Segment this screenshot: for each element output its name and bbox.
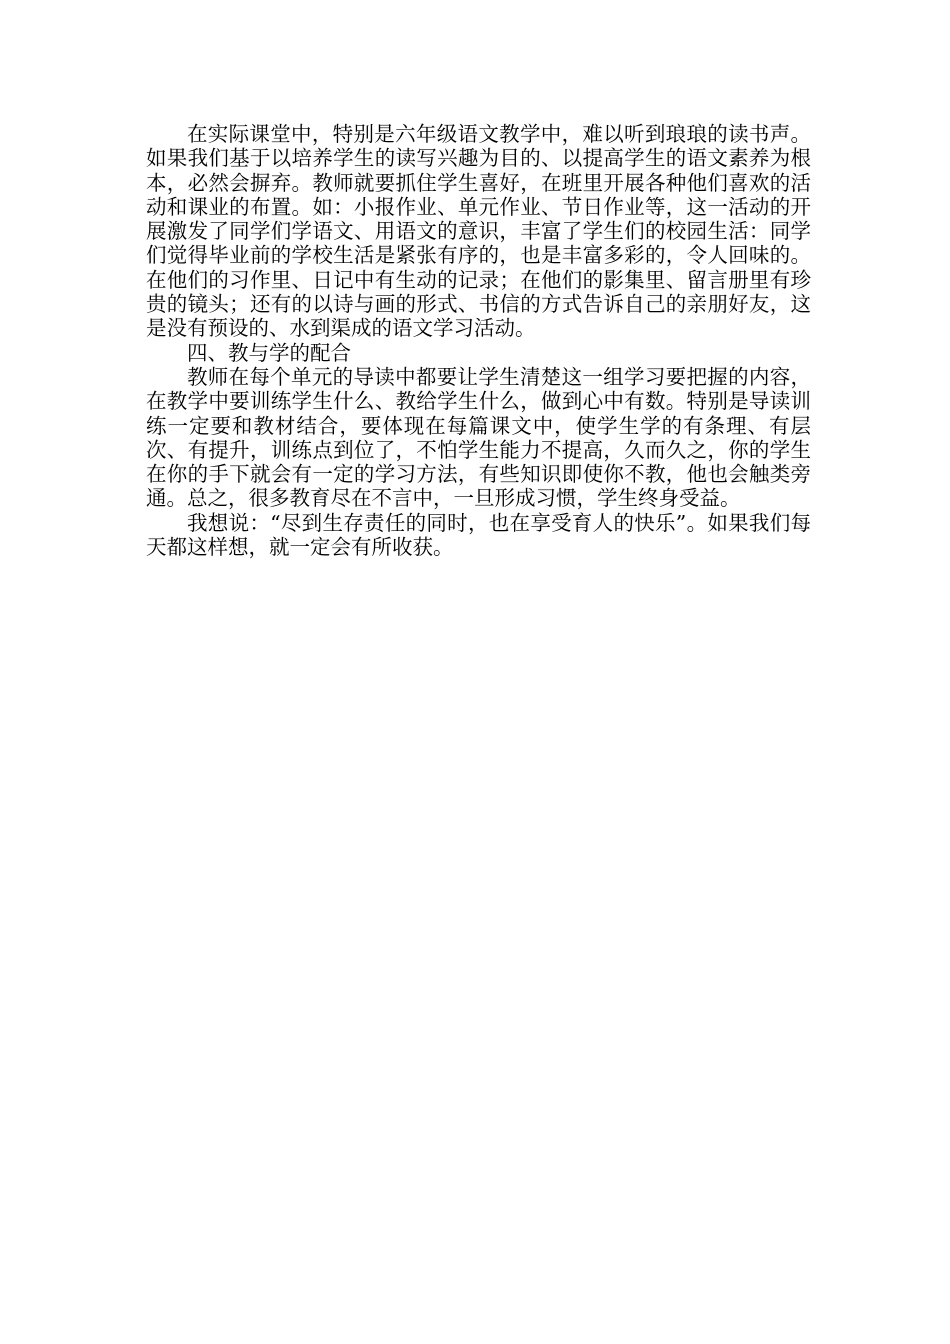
section-heading-teaching-learning: 四、教与学的配合 [187,340,351,365]
paragraph-closing-remark: 我想说：“尽到生存责任的同时，也在享受育人的快乐”。如果我们每天都这样想，就一定会有所收获。 [146,510,811,560]
body-text [146,122,811,559]
paragraph-unit-guidance: 教师在每个单元的导读中都要让学生清楚这一组学习要把握的内容，在教学中要训练学生什么、教给学生什么，做到心中有数。特别是导读训练一定要和教材结合，要体现在每篇课文中，使学生学的有条理、有层次、有提升，训练点到位了，不怕学生能力不提高，久而久之，你的学生在你的手下就会有一定的学习方法，有些知识即使你不教，他也会触类旁通。总之，很多教育尽在不言中，一旦形成习惯，学生终身受益。 [146,364,811,511]
paragraph-classroom-activities: 在实际课堂中，特别是六年级语文教学中，难以听到琅琅的读书声。如果我们基于以培养学生的读写兴趣为目的、以提高学生的语文素养为根本，必然会摒弃。教师就要抓住学生喜好，在班里开展各种他们喜欢的活动和课业的布置。如：小报作业、单元作业、节日作业等，这一活动的开展激发了同学们学语文、用语文的意识，丰富了学生们的校园生活：同学们觉得毕业前的学校生活是紧张有序的，也是丰富多彩的，令人回味的。在他们的习作里、日记中有生动的记录；在他们的影集里、留言册里有珍贵的镜头；还有的以诗与画的形式、书信的方式告诉自己的亲朋好友，这是没有预设的、水到渠成的语文学习活动。 [146,122,811,341]
